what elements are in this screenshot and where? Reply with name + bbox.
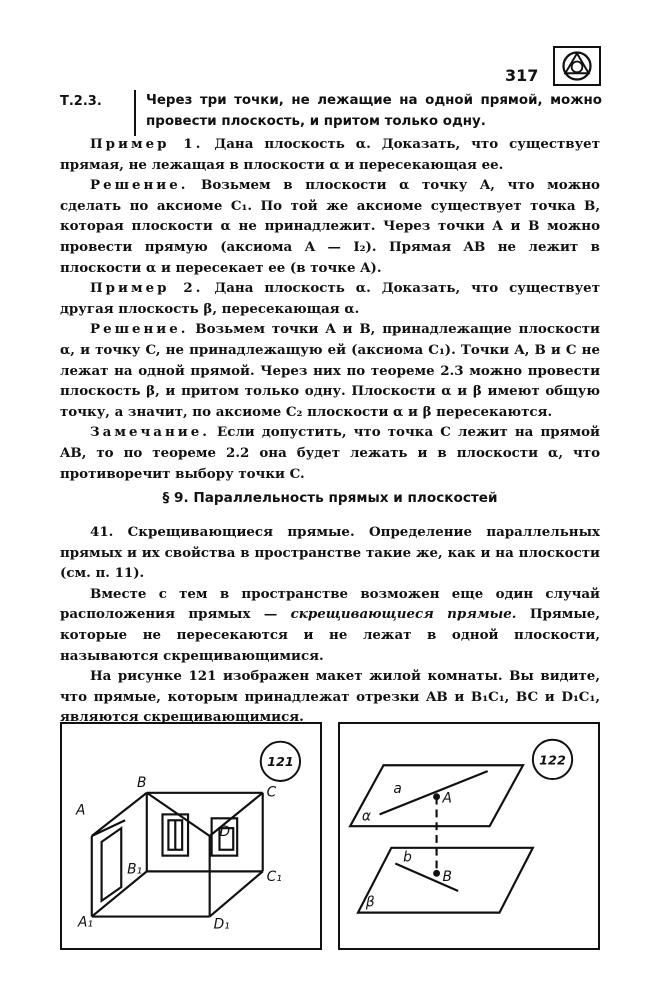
figure-122-number: 122 xyxy=(539,753,566,769)
figure-121-number: 121 xyxy=(267,755,294,771)
fig121-label-C1: C₁ xyxy=(266,869,282,886)
fig122-label-a: a xyxy=(393,780,402,797)
fig122-label-A: A xyxy=(442,790,452,807)
remark-label: Замечание. xyxy=(90,424,210,441)
paragraph-skew-text-1: Вместе с тем в пространстве возможен еще один случай расположения прямых — xyxy=(60,585,600,623)
example-1 xyxy=(60,134,600,175)
example-2 xyxy=(60,278,600,319)
fig121-label-C: C xyxy=(266,784,277,801)
solution-2 xyxy=(60,319,600,422)
fig122-label-alpha: α xyxy=(361,808,371,825)
solution-2-text: Возьмем точки A и B, принадлежащие плоскости α, и точку C, не принадлежащую ей (аксиома C₁). Точки A, B и C не лежат на одной прямой. Через них по теореме 2.3 можно провести плоскость β, и притом только одну. Плоскости α и β имеют общую точку, а значит, по аксиоме C₂ плоскости α и β пересекаются. xyxy=(60,321,600,420)
fig121-label-B1: B₁ xyxy=(127,861,143,878)
triangle-circle-logo-icon xyxy=(553,46,601,86)
page-number: 317 xyxy=(505,66,539,85)
skew-lines-term: скрещивающиеся прямые. xyxy=(290,606,517,623)
section-title: § 9. Параллельность прямых и плоскостей xyxy=(162,490,498,506)
fig121-label-D1: D₁ xyxy=(213,916,230,933)
solution-1-label: Решение. xyxy=(90,177,189,194)
paragraph-41-text: Определение параллельных прямых и их свойства в пространстве такие же, как и на плоскости (см. п. 11). xyxy=(60,524,600,582)
paragraph-41-label: 41. Скрещивающиеся прямые. xyxy=(90,524,355,540)
paragraph-skew-definition xyxy=(60,584,600,666)
fig121-label-A: A xyxy=(76,802,86,819)
solution-2-label: Решение. xyxy=(90,321,189,338)
example-1-label: Пример 1. xyxy=(90,136,204,152)
paragraph-figure-reference xyxy=(60,666,600,728)
fig122-label-b: b xyxy=(403,849,412,866)
fig122-label-beta: β xyxy=(365,894,375,911)
remark-text: Если допустить, что точка C лежит на прямой AB, то по теореме 2.2 она будет лежать и в плоскости α, что противоречит выбору точки C. xyxy=(60,424,600,482)
solution-1-text: Возьмем в плоскости α точку A, что можно сделать по аксиоме C₁. По той же аксиоме существует точка B, которая плоскости α не принадлежит. Через точки A и B можно провести прямую (аксиома A — I₂). Прямая AB не лежит в плоскости α и пересекает ее (в точке A). xyxy=(60,177,600,276)
fig122-label-B: B xyxy=(442,869,452,886)
section-body xyxy=(60,522,600,728)
fig121-label-A1: A₁ xyxy=(78,914,93,931)
paragraph-figure-text: На рисунке 121 изображен макет жилой комнаты. Вы видите, что прямые, которым принадлежат отрезки AB и B₁C₁, BC и D₁C₁, являются скрещивающимися. xyxy=(60,668,600,726)
fig121-label-D: D xyxy=(219,824,231,840)
theorem-text: Через три точки, не лежащие на одной прямой, можно провести плоскость, и притом только одну. xyxy=(146,93,602,129)
paragraph-skew-text-2: Прямые, которые не пересекаются и не лежат в одной плоскости, называются скрещивающимися. xyxy=(60,606,600,664)
paragraph-41 xyxy=(60,522,600,584)
solution-1 xyxy=(60,175,600,278)
fig121-label-B: B xyxy=(136,774,147,791)
remark xyxy=(60,422,600,484)
example-1-text: Дана плоскость α. Доказать, что существует прямая, не лежащая в плоскости α и пересекающая ее. xyxy=(60,136,600,173)
figure-122 xyxy=(338,722,600,950)
theorem-bar xyxy=(134,90,136,136)
example-2-text: Дана плоскость α. Доказать, что существует другая плоскость β, пересекающая α. xyxy=(60,280,600,317)
theorem-label: Т.2.3. xyxy=(60,94,102,109)
examples-block xyxy=(60,134,600,484)
example-2-label: Пример 2. xyxy=(90,280,204,297)
figure-121 xyxy=(60,722,322,950)
